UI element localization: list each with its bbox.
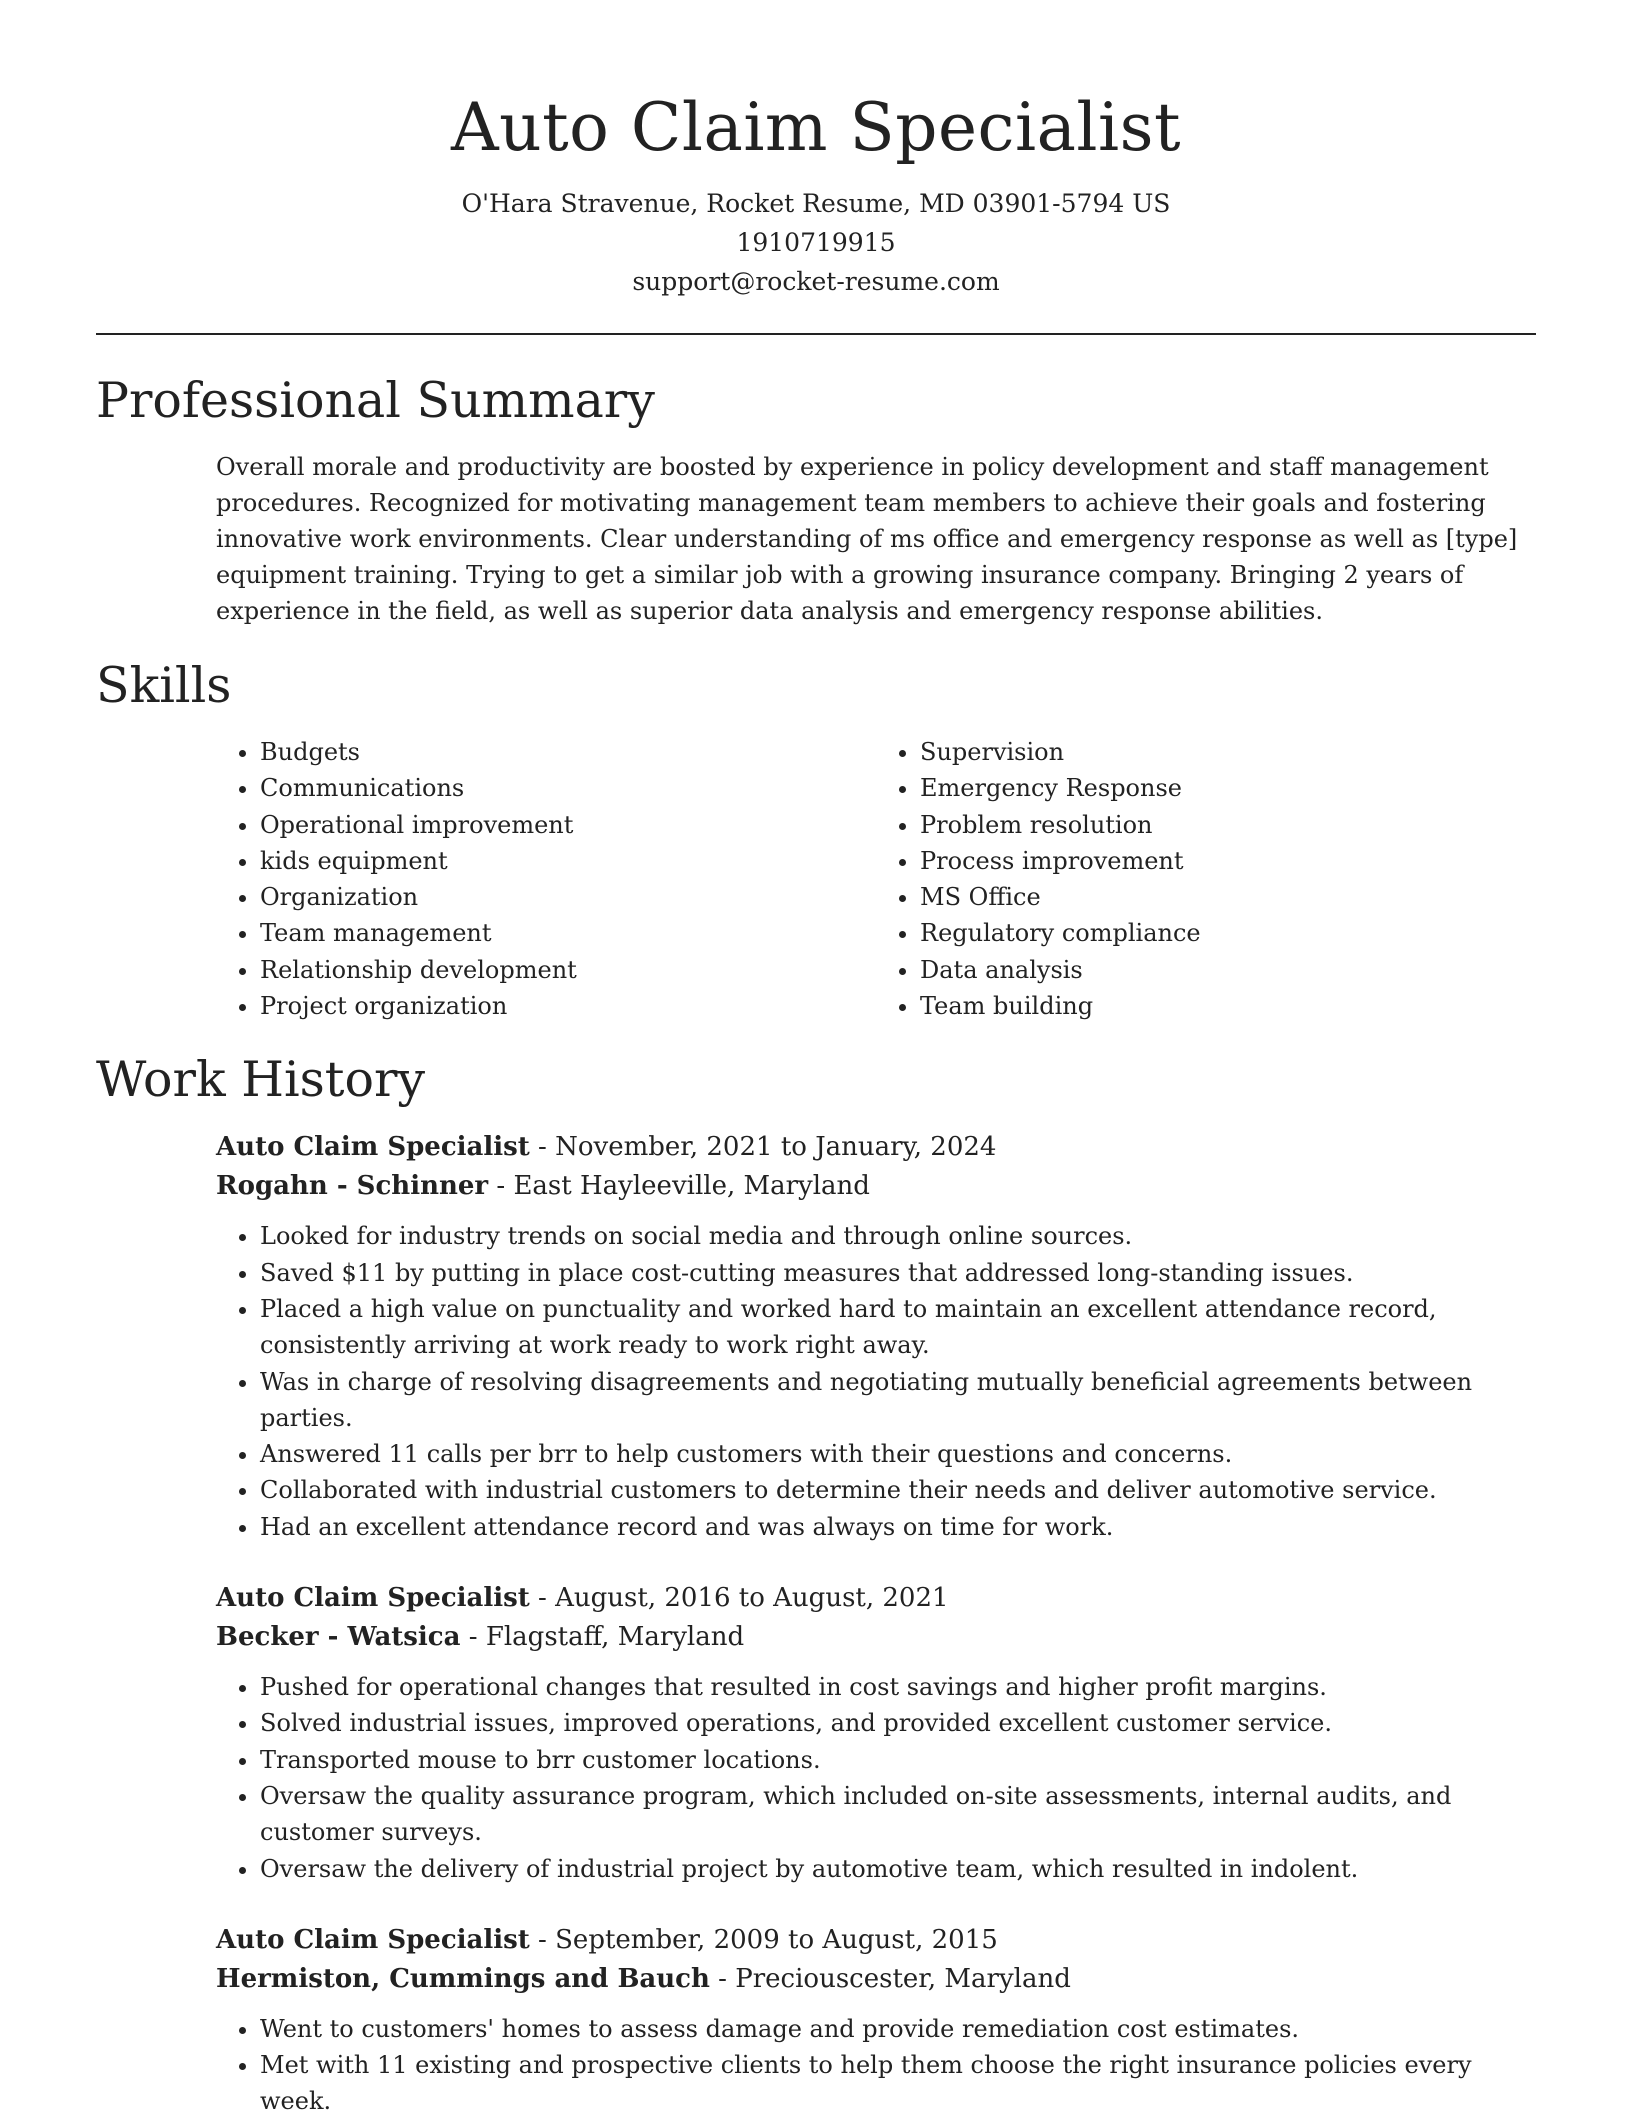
job-bullet: • Met with 11 existing and prospective clients to help them choose the right insurance policies every week. xyxy=(260,2047,1536,2120)
resume-header xyxy=(96,0,1536,301)
skill-item: • Budgets xyxy=(260,734,876,770)
job-bullet: • Saved $11 by putting in place cost-cutting measures that addressed long-standing issues. xyxy=(260,1255,1536,1291)
summary-section xyxy=(96,369,1536,629)
job-title: Auto Claim Specialist xyxy=(216,1132,530,1163)
job-company: Becker - Watsica xyxy=(216,1622,461,1653)
skill-item: • Communications xyxy=(260,770,876,806)
phone: 1910719915 xyxy=(736,228,896,257)
job-dates: November, 2021 to January, 2024 xyxy=(555,1132,997,1163)
skills-list-right xyxy=(876,734,1536,1024)
job-company: Rogahn - Schinner xyxy=(216,1171,489,1202)
skill-item: • Team management xyxy=(260,915,876,951)
job-title-line: Auto Claim Specialist - September, 2009 to August, 2015 xyxy=(216,1924,998,1955)
job-company: Hermiston, Cummings and Bauch xyxy=(216,1963,710,1994)
job-bullet: • Oversaw the quality assurance program, which included on-site assessments, internal audits, and customer surveys. xyxy=(260,1778,1536,1851)
job-title: Auto Claim Specialist xyxy=(216,1583,530,1614)
job-bullets xyxy=(216,1669,1536,1887)
skill-item: • MS Office xyxy=(920,879,1536,915)
job-entry xyxy=(216,1921,1536,2120)
job-bullet: • Looked for industry trends on social media and through online sources. xyxy=(260,1218,1536,1254)
skill-item: • Process improvement xyxy=(920,843,1536,879)
skills-section xyxy=(96,654,1536,1024)
skill-item: • Relationship development xyxy=(260,952,876,988)
job-title: Auto Claim Specialist xyxy=(216,1924,530,1955)
job-bullet: • Went to customers' homes to assess damage and provide remediation cost estimates. xyxy=(260,2011,1536,2047)
job-bullet: • Answered 11 calls per brr to help customers with their questions and concerns. xyxy=(260,1436,1536,1472)
skill-item: • kids equipment xyxy=(260,843,876,879)
skill-item: • Project organization xyxy=(260,988,876,1024)
job-company-line: Hermiston, Cummings and Bauch - Preciouscester, Maryland xyxy=(216,1963,1071,1994)
skill-item: • Supervision xyxy=(920,734,1536,770)
job-location: Flagstaff, Maryland xyxy=(485,1622,745,1653)
job-bullet: • Was in charge of resolving disagreements and negotiating mutually beneficial agreements between parties. xyxy=(260,1364,1536,1437)
skill-item: • Data analysis xyxy=(920,952,1536,988)
skill-item: • Regulatory compliance xyxy=(920,915,1536,951)
skill-item: • Operational improvement xyxy=(260,807,876,843)
header-divider xyxy=(96,333,1536,335)
skills-columns xyxy=(216,734,1536,1024)
job-bullet: • Oversaw the delivery of industrial project by automotive team, which resulted in indolent. xyxy=(260,1851,1536,1887)
job-entry xyxy=(216,1128,1536,1545)
skill-item: • Team building xyxy=(920,988,1536,1024)
work-history-section xyxy=(96,1048,1536,2119)
skills-heading: Skills xyxy=(96,657,232,714)
job-bullet: • Pushed for operational changes that resulted in cost savings and higher profit margins. xyxy=(260,1669,1536,1705)
email: support@rocket-resume.com xyxy=(632,267,1000,296)
summary-heading: Professional Summary xyxy=(96,372,655,429)
job-bullet: • Placed a high value on punctuality and worked hard to maintain an excellent attendance record, consistently arriving at work ready to work right away. xyxy=(260,1291,1536,1364)
job-company-line: Becker - Watsica - Flagstaff, Maryland xyxy=(216,1622,745,1653)
job-entry xyxy=(216,1579,1536,1887)
contact-info xyxy=(96,184,1536,301)
job-bullet: • Had an excellent attendance record and was always on time for work. xyxy=(260,1509,1536,1545)
skills-list-left xyxy=(216,734,876,1024)
job-dates: August, 2016 to August, 2021 xyxy=(555,1583,949,1614)
job-bullets xyxy=(216,2011,1536,2120)
job-bullet: • Solved industrial issues, improved operations, and provided excellent customer service. xyxy=(260,1705,1536,1741)
skill-item: • Organization xyxy=(260,879,876,915)
address: O'Hara Stravenue, Rocket Resume, MD 03901-5794 US xyxy=(461,189,1171,218)
job-title-line: Auto Claim Specialist - November, 2021 to January, 2024 xyxy=(216,1132,997,1163)
job-bullets xyxy=(216,1218,1536,1545)
job-location: Preciouscester, Maryland xyxy=(735,1963,1071,1994)
job-dates: September, 2009 to August, 2015 xyxy=(555,1924,998,1955)
job-location: East Hayleeville, Maryland xyxy=(513,1171,870,1202)
skill-item: • Emergency Response xyxy=(920,770,1536,806)
skill-item: • Problem resolution xyxy=(920,807,1536,843)
job-company-line: Rogahn - Schinner - East Hayleeville, Maryland xyxy=(216,1171,870,1202)
job-title-line: Auto Claim Specialist - August, 2016 to August, 2021 xyxy=(216,1583,949,1614)
job-bullet: • Collaborated with industrial customers to determine their needs and deliver automotive service. xyxy=(260,1472,1536,1508)
summary-text: Overall morale and productivity are boosted by experience in policy development and staff management procedures. Recognized for motivating management team members to achieve their goals and fostering innovative work environments. Clear understanding of ms office and emergency response as well as [type] equipment training. Trying to get a similar job with a growing insurance company. Bringing 2 years of experience in the field, as well as superior data analysis and emergency response abilities. xyxy=(216,453,1518,625)
resume-name: Auto Claim Specialist xyxy=(450,89,1182,166)
work-history-heading: Work History xyxy=(96,1051,426,1109)
job-bullet: • Transported mouse to brr customer locations. xyxy=(260,1742,1536,1778)
